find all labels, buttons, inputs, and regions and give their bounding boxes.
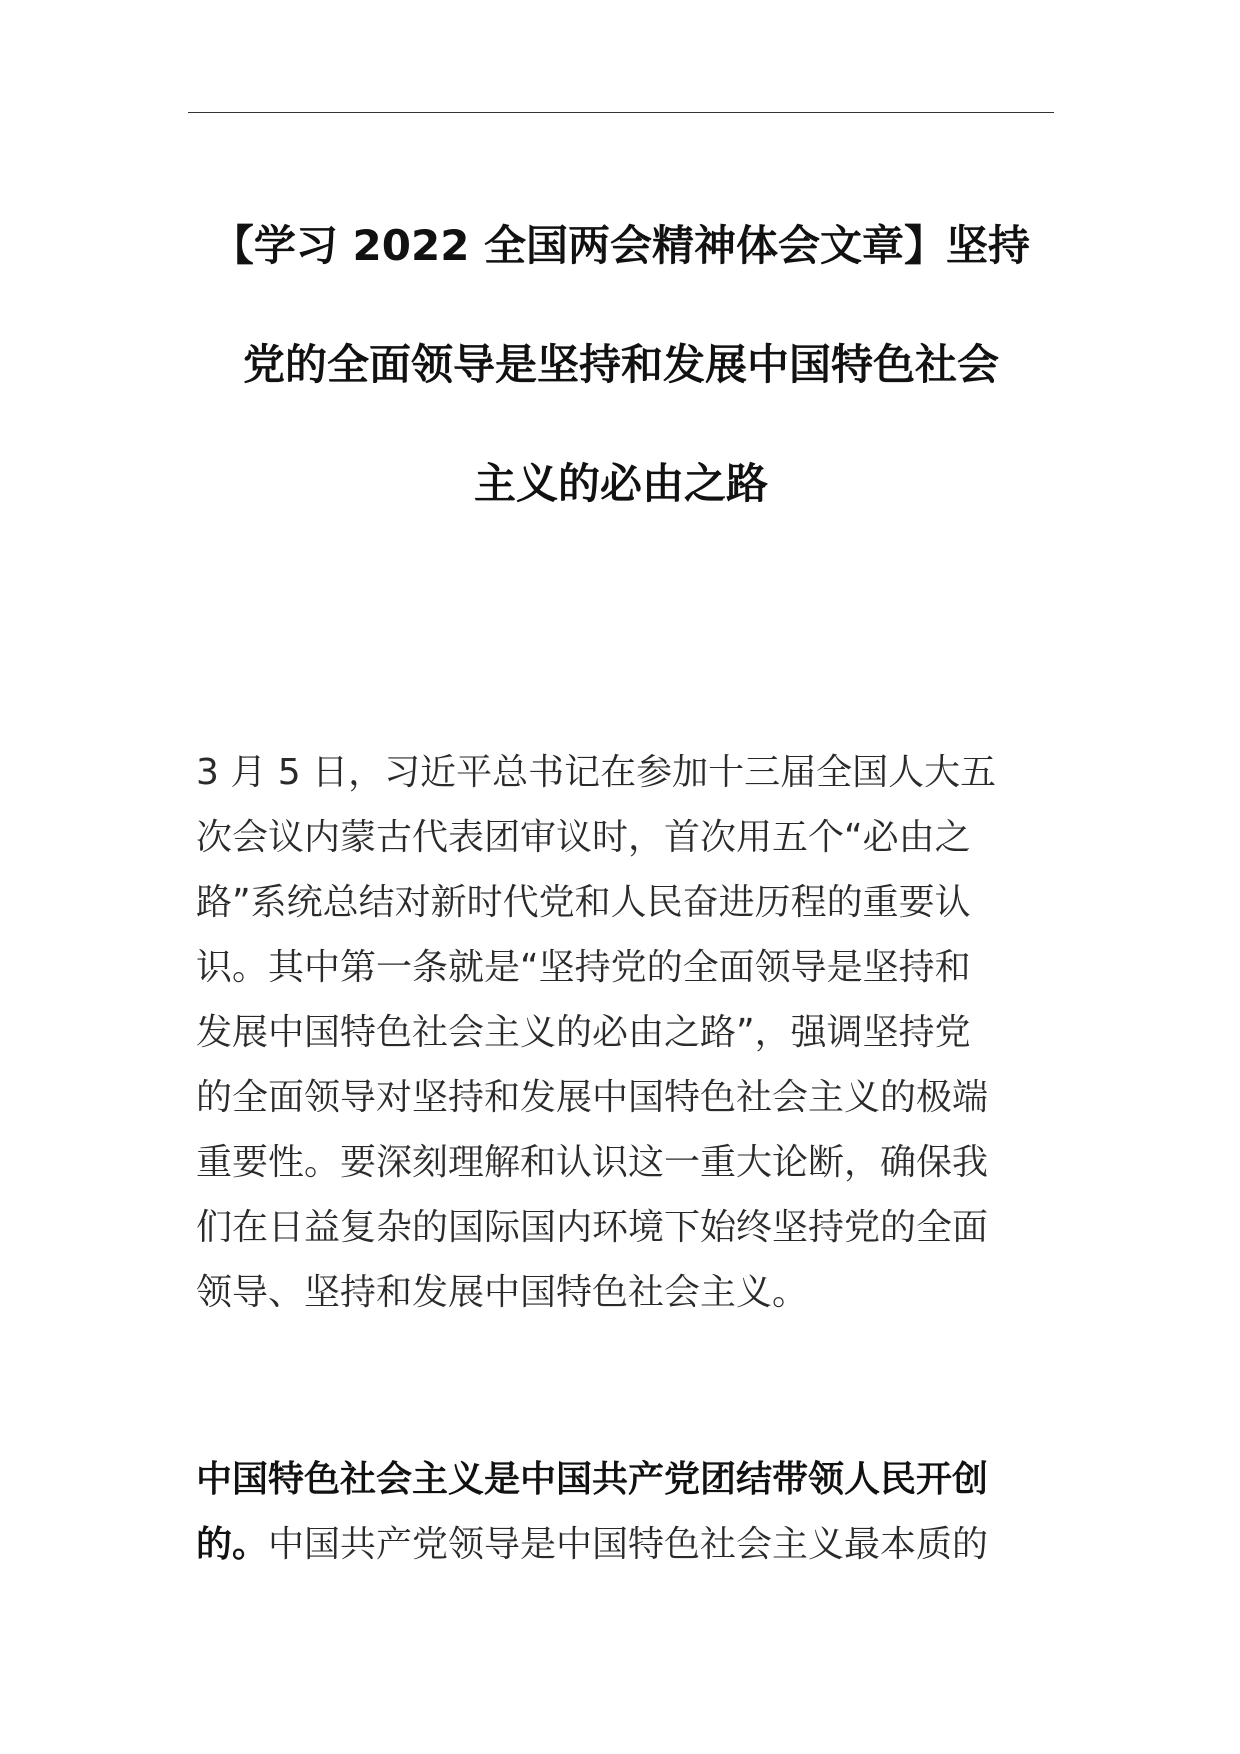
title-line: 主义的必由之路 (473, 459, 768, 508)
paragraph-heading-line: 中国特色社会主义是中国共产党团结带领人民开创 (196, 1459, 989, 1500)
paragraph-line: 次会议内蒙古代表团审议时，首次用五个“必由之 (196, 817, 971, 858)
paragraph-heading-end: 的。 (196, 1524, 269, 1565)
paragraph-text: 中国共产党领导是中国特色社会主义最本质的 (268, 1524, 989, 1565)
title-line: 【学习 2022 全国两会精神体会文章】坚持 (211, 221, 1031, 270)
paragraph-line: 们在日益复杂的国际国内环境下始终坚持党的全面 (196, 1207, 989, 1248)
paragraph-2 (196, 1447, 1046, 1577)
paragraph-line: 发展中国特色社会主义的必由之路”，强调坚持党 (196, 1012, 971, 1053)
paragraph-line: 重要性。要深刻理解和认识这一重大论断，确保我 (196, 1142, 989, 1183)
title-line: 党的全面领导是坚持和发展中国特色社会 (242, 340, 999, 389)
paragraph-line: 路”系统总结对新时代党和人民奋进历程的重要认 (196, 882, 971, 923)
paragraph-line (196, 1512, 1046, 1577)
paragraph-line: 的全面领导对坚持和发展中国特色社会主义的极端 (196, 1077, 989, 1118)
paragraph-line: 领导、坚持和发展中国特色社会主义。 (196, 1272, 809, 1313)
paragraph-line: 3 月 5 日，习近平总书记在参加十三届全国人大五 (196, 752, 997, 793)
page-title (196, 186, 1046, 543)
header-rule (188, 112, 1054, 113)
paragraph-1 (196, 740, 1046, 1325)
paragraph-line: 识。其中第一条就是“坚持党的全面领导是坚持和 (196, 947, 971, 988)
